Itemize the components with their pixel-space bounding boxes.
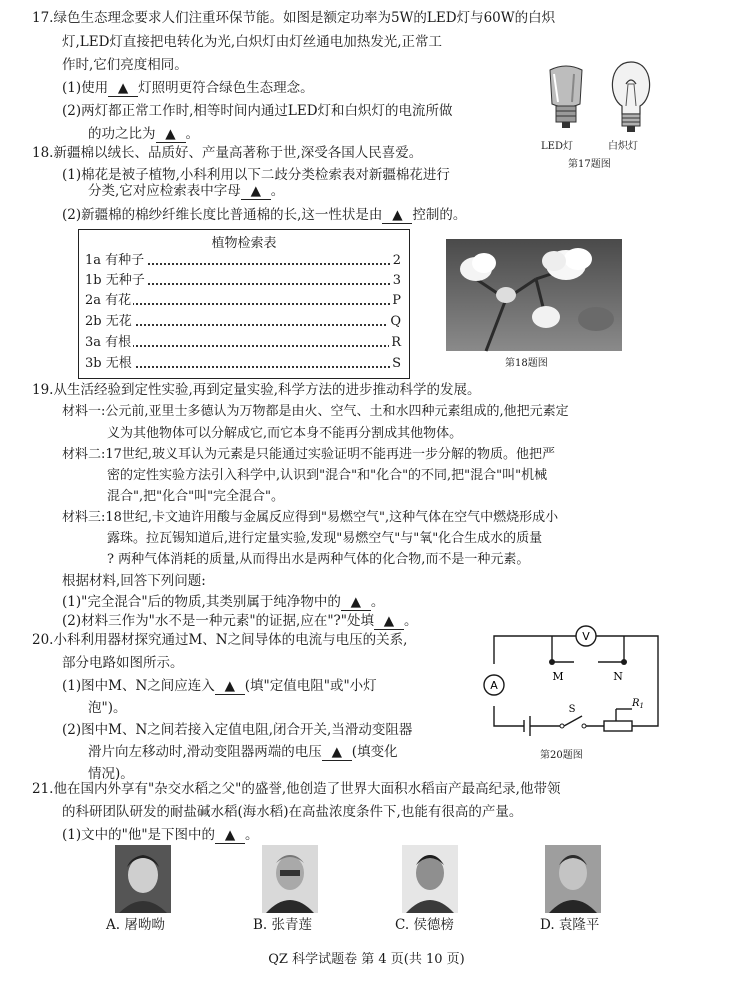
q17-stem-line3: 作时,它们亮度相同。 [62, 57, 188, 73]
answer-blank: ▲ [215, 679, 245, 695]
switch-label: S [568, 704, 576, 715]
terminal-m-dot [549, 659, 555, 665]
q20-part2-line1: (2)图中M、N之间若接入定值电阻,闭合开关,当滑动变阻器 [62, 722, 413, 738]
led-label: LED灯 [541, 141, 573, 152]
key-row: 2a 有花 P [85, 293, 401, 308]
q19-material2-line2: 密的定性实验方法引入科学中,认识到"混合"和"化合"的不同,把"混合"叫"机械 [107, 468, 548, 483]
circuit-diagram [482, 624, 672, 744]
answer-blank: ▲ [341, 595, 371, 611]
q20-part2-line3: 情况)。 [88, 766, 134, 782]
portrait-b [262, 845, 318, 913]
key-row: 1a 有种子 2 [85, 253, 401, 268]
cotton-photo [446, 239, 622, 351]
page-footer: QZ 科学试题卷 第 4 页(共 10 页) [268, 952, 465, 967]
q19-material2-line3: 混合",把"化合"叫"完全混合"。 [107, 489, 285, 504]
answer-blank: ▲ [156, 127, 186, 143]
portrait-d [545, 845, 601, 913]
q17-caption: 第17题图 [568, 159, 611, 170]
key-row: 2b 无花 Q [85, 314, 401, 329]
q18-part1-line2: 分类,它对应检索表中字母 ▲ 。 [88, 183, 285, 199]
q17-stem-line1: 17.绿色生态理念要求人们注重环保节能。如图是额定功率为5W的LED灯与60W的白炽 [32, 10, 556, 26]
q19-material3-line2: 露珠。拉瓦锡知道后,进行定量实验,发现"易燃空气"与"氧"化合生成水的质量 [107, 531, 543, 546]
q20-stem-line1: 20.小科利用器材探究通过M、N之间导体的电流与电压的关系, [32, 632, 408, 648]
q17-part2-line2: 的功之比为 ▲ 。 [88, 126, 199, 142]
q20-part2-line2: 滑片向左移动时,滑动变阻器两端的电压 ▲ (填变化 [88, 744, 398, 760]
key-row: 3b 无根 S [85, 356, 401, 371]
answer-blank: ▲ [215, 828, 245, 844]
q20-part1-line2: 泡")。 [88, 700, 127, 716]
q21-part1: (1)文中的"他"是下图中的 ▲ 。 [62, 827, 259, 843]
terminal-m-label: M [552, 670, 564, 683]
q19-material1-line1: 材料一:公元前,亚里士多德认为万物都是由火、空气、土和水四种元素组成的,他把元素定 [62, 404, 569, 419]
option-a-label: A. 屠呦呦 [106, 917, 165, 933]
q20-stem-line2: 部分电路如图所示。 [62, 655, 184, 671]
answer-blank: ▲ [382, 208, 412, 224]
q21-stem-line2: 的科研团队研发的耐盐碱水稻(海水稻)在高盐浓度条件下,也能有很高的产量。 [62, 804, 523, 820]
led-bulb-figure [536, 64, 596, 134]
q19-material2-line1: 材料二:17世纪,玻义耳认为元素是只能通过实验证明不能再进一步分解的物质。他把严 [62, 447, 556, 462]
answer-blank: ▲ [108, 81, 138, 97]
ammeter-label: A [490, 679, 498, 692]
q19-material1-line2: 义为其他物体可以分解成它,而它本身不能再分割成其他物体。 [107, 426, 463, 441]
q17-part2-line1: (2)两灯都正常工作时,相等时间内通过LED灯和白炽灯的电流所做 [62, 103, 453, 119]
option-b-label: B. 张青莲 [253, 917, 313, 933]
q20-part1-line1: (1)图中M、N之间应连入 ▲ (填"定值电阻"或"小灯 [62, 678, 377, 694]
q21-stem-line1: 21.他在国内外享有"杂交水稻之父"的盛誉,他创造了世界大面积水稻亩产最高纪录,他带领 [32, 781, 561, 797]
portrait-a [115, 845, 171, 913]
answer-blank: ▲ [241, 184, 271, 200]
q18-caption: 第18题图 [505, 358, 548, 369]
incandescent-label: 白炽灯 [608, 141, 638, 152]
q19-part1: (1)"完全混合"后的物质,其类别属于纯净物中的 ▲ 。 [62, 594, 385, 610]
q19-material3-line1: 材料三:18世纪,卡文迪许用酸与金属反应得到"易燃空气",这种气体在空气中燃烧形成小 [62, 510, 559, 525]
voltmeter-label: V [582, 630, 590, 643]
q18-stem: 18.新疆棉以绒长、品质好、产量高著称于世,深受各国人民喜爱。 [32, 145, 423, 161]
plant-key-table [78, 229, 410, 379]
rheostat-label: $R_1$ [632, 698, 644, 710]
q19-stem: 19.从生活经验到定性实验,再到定量实验,科学方法的进步推动科学的发展。 [32, 382, 481, 398]
answer-blank: ▲ [374, 614, 404, 630]
q19-material3-line3: ? 两种气体消耗的质量,从而得出水是两种气体的化合物,而不是一种元素。 [107, 552, 530, 567]
answer-blank: ▲ [322, 745, 352, 761]
q19-part2: (2)材料三作为"水不是一种元素"的证据,应在"?"处填 ▲ 。 [62, 613, 418, 629]
option-d-label: D. 袁隆平 [540, 917, 600, 933]
incandescent-bulb-figure [606, 60, 656, 135]
terminal-n-label: N [613, 670, 623, 683]
q17-part1: (1)使用 ▲ 灯照明更符合绿色生态理念。 [62, 80, 314, 96]
q19-intro: 根据材料,回答下列问题: [62, 573, 206, 589]
key-row: 1b 无种子 3 [85, 273, 401, 288]
key-row: 3a 有根 R [85, 335, 401, 350]
portrait-c [402, 845, 458, 913]
q18-part2: (2)新疆棉的棉纱纤维长度比普通棉的长,这一性状是由 ▲ 控制的。 [62, 207, 467, 223]
q20-caption: 第20题图 [540, 750, 583, 761]
key-table-title: 植物检索表 [211, 236, 277, 251]
q17-stem-line2: 灯,LED灯直接把电转化为光,白炽灯由灯丝通电加热发光,正常工 [62, 34, 443, 50]
option-c-label: C. 侯德榜 [395, 917, 454, 933]
q18-part1-line1: (1)棉花是被子植物,小科利用以下二歧分类检索表对新疆棉花进行 [62, 167, 450, 183]
terminal-n-dot [621, 659, 627, 665]
